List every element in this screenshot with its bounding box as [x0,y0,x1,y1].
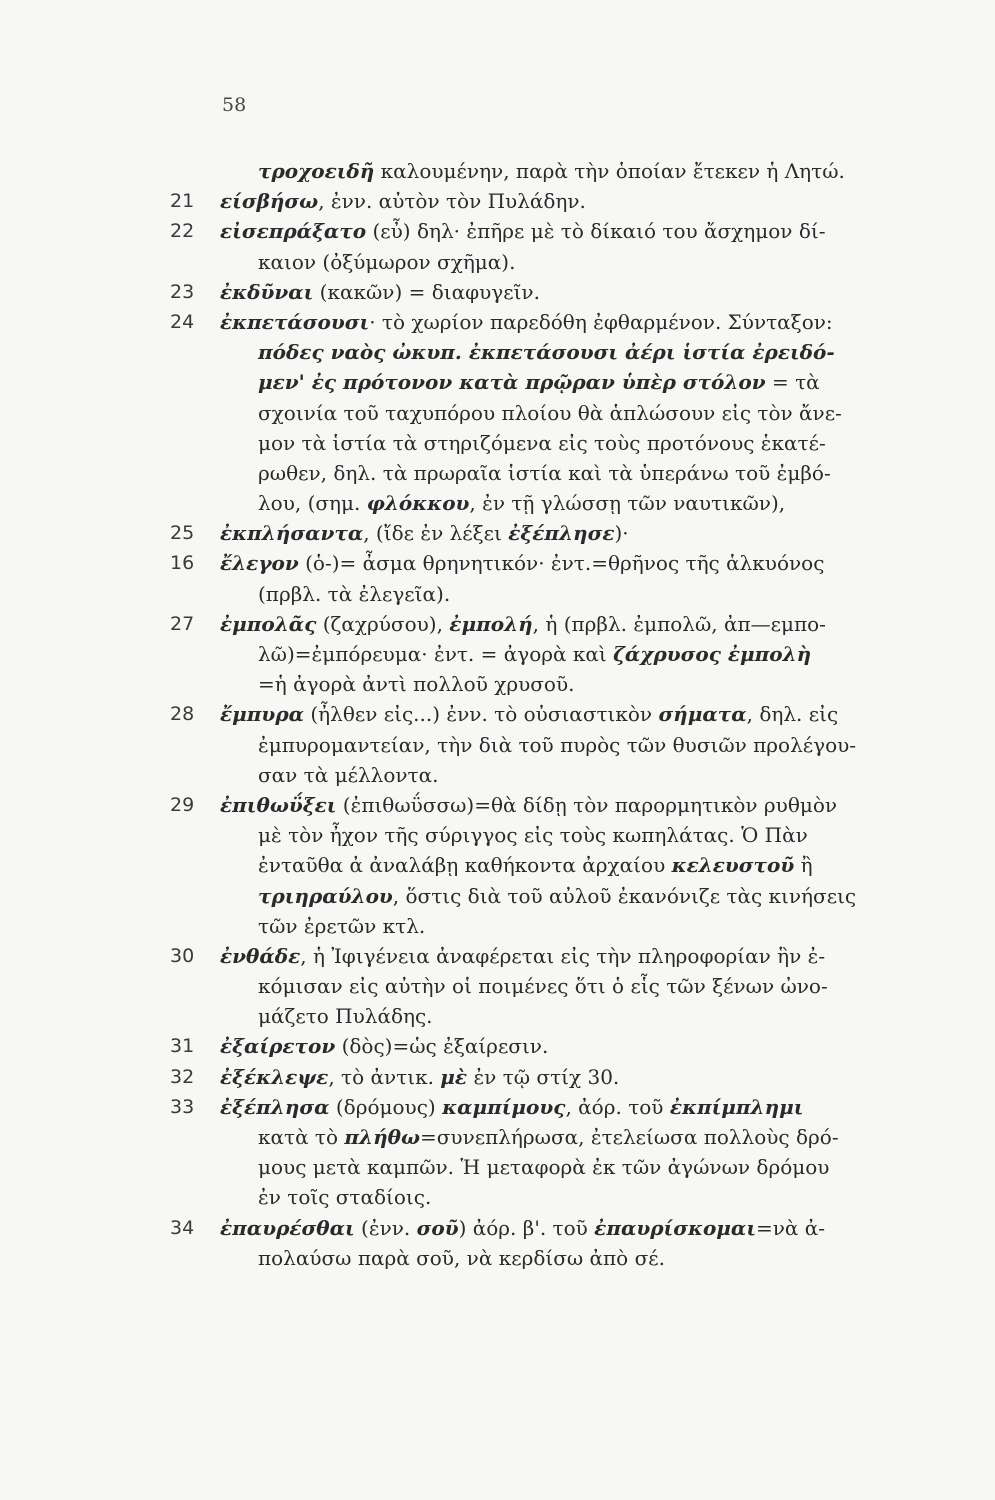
entry-line [170,1001,900,1031]
gloss-text: )· [614,521,629,546]
headword: πόδες ναὸς ὠκυπ. ἐκπετάσουσι ἀέρι ἱστία ἐρειδό- [258,340,835,365]
gloss-text: (εὖ) δηλ· ἐπῆρε μὲ τὸ δίκαιό του ἄσχημον δί- [366,219,826,244]
glossary-entries [170,156,900,1273]
gloss-text: , τὸ ἀντικ. [328,1064,441,1089]
gloss-text: πολαύσω παρὰ σοῦ, νὰ κερδίσω ἀπὸ σέ. [258,1245,665,1270]
entry-line [170,971,900,1001]
line-number: 24 [170,310,195,333]
gloss-text: (ἐπιθωΰσσω)=θὰ δίδῃ τὸν παρορμητικὸν ρυθμὸν [336,792,838,817]
gloss-text: σαν τὰ μέλλοντα. [258,762,439,787]
entry-line [170,881,900,911]
line-number: 16 [170,552,195,575]
entry-line [170,518,900,548]
entry-line [170,1243,900,1273]
entry-line [170,669,900,699]
entry-line [170,548,900,578]
line-number: 31 [170,1035,195,1058]
headword: ἐξαίρετον [220,1034,336,1059]
entry-text [220,609,826,639]
gloss-text: = τὰ [765,370,820,395]
entry-line [170,277,900,307]
entry-line [170,941,900,971]
entry-text [220,548,824,578]
entry-text [258,911,425,941]
entry-text [258,1182,431,1212]
gloss-text: (πρβλ. τὰ ἐλεγεῖα). [258,581,451,606]
headword: είσβήσω [220,189,319,214]
entry-text [220,941,825,971]
gloss-text: , ἡ (πρβλ. ἐμπολῶ, ἀπ—εμπο- [532,611,826,636]
entry-text [258,760,438,790]
gloss-text: λῶ)=ἐμπόρευμα· ἐντ. = ἀγορὰ καὶ [258,642,614,666]
gloss-text: =ἡ ἀγορὰ ἀντὶ πολλοῦ χρυσοῦ. [258,672,575,697]
headword: τριηραύλου [258,883,393,908]
gloss-text: ρωθεν, δηλ. τὰ πρωραῖα ἱστία καὶ τὰ ὑπεράνω τοῦ ἐμβό- [258,460,831,485]
gloss-text: μάζετο Πυλάδης. [258,1004,433,1029]
headword: πλήθω [344,1125,420,1149]
gloss-text: καιον (ὀξύμωρον σχῆμα). [258,249,516,274]
line-number: 21 [170,190,195,213]
entry-text [220,1092,803,1122]
entry-text [258,1152,829,1182]
headword: μὲ [440,1064,468,1089]
entry-text [258,730,856,760]
entry-line [170,398,900,428]
headword: ἐκδῦναι [220,279,314,304]
entry-text [220,1213,825,1243]
entry-line [170,850,900,880]
entry-text [258,579,450,609]
headword: σοῦ [416,1215,459,1240]
entry-line [170,699,900,729]
line-number: 23 [170,280,195,303]
gloss-text: (δὸς)=ὡς ἐξαίρεσιν. [335,1034,549,1059]
headword: ἐκπετάσουσι [220,309,370,334]
entry-text [258,881,856,911]
headword: ζάχρυσος ἐμπολὴ [613,642,812,666]
headword: ἔμπυρα [220,702,305,727]
headword: ἐκπλήσαντα [220,521,364,546]
gloss-text: μον τὰ ἱστία τὰ στηριζόμενα εἰς τοὺς προτόνους ἑκατέ- [258,430,826,455]
gloss-text: ἢ [794,853,813,878]
entry-text [220,186,586,216]
line-number: 29 [170,793,195,816]
entry-line [170,1062,900,1092]
entry-line [170,639,900,669]
headword: ἔλεγον [220,551,299,576]
headword: σήματα [658,702,747,727]
line-number: 22 [170,220,195,243]
entry-text [258,1001,433,1031]
gloss-text: , ἐνν. αὐτὸν τὸν Πυλάδην. [318,189,586,214]
entry-line [170,790,900,820]
entry-text [258,428,826,458]
gloss-text: (ζαχρύσου), [316,611,450,636]
entry-text [258,337,835,367]
entry-text [220,307,833,337]
entry-line [170,730,900,760]
headword: ἐκπίμπλημι [669,1094,804,1119]
entry-text [258,971,828,1001]
gloss-text: λου, (σημ. [258,491,367,516]
line-number: 28 [170,703,195,726]
gloss-text: , ἀόρ. τοῦ [565,1094,670,1119]
line-number: 34 [170,1216,195,1239]
gloss-text: =νὰ ἀ- [756,1215,826,1240]
entry-line [170,1122,900,1152]
entry-text [258,1243,665,1273]
gloss-text: κατὰ τὸ [258,1125,345,1149]
gloss-text: , ἡ Ἰφιγένεια ἀναφέρεται εἰς τὴν πληροφορίαν ἣν ἐ- [300,943,826,968]
entry-text [220,277,540,307]
page-number: 58 [222,94,247,116]
headword: φλόκκου [366,491,470,516]
headword: μεν' ἐς πρότονον κατὰ πρῷραν ὑπὲρ στόλον [258,370,766,395]
gloss-text: · τὸ χωρίον παρεδόθη ἐφθαρμένον. Σύνταξον: [369,309,833,334]
gloss-text: (ἐνν. [354,1215,417,1240]
entry-line [170,428,900,458]
gloss-text: τῶν ἐρετῶν κτλ. [258,913,426,938]
entry-text [258,247,515,277]
entry-text [258,156,845,186]
entry-text [220,790,837,820]
entry-line [170,1152,900,1182]
headword: ἐπαυρέσθαι [220,1215,355,1240]
entry-line [170,367,900,397]
gloss-text: ἐν τῷ στίχ 30. [467,1064,620,1089]
entry-line [170,1182,900,1212]
entry-line [170,1213,900,1243]
line-number: 33 [170,1095,195,1118]
entry-text [220,1062,619,1092]
entry-text [258,367,820,397]
entry-line [170,156,900,186]
gloss-text: ἐνταῦθα ἀ ἀναλάβῃ καθήκοντα ἀρχαίου [258,853,672,878]
entry-line [170,579,900,609]
entry-text [258,398,842,428]
entry-line [170,760,900,790]
entry-text [258,820,808,850]
headword: ἐνθάδε [220,943,301,968]
entry-line [170,609,900,639]
entry-text [258,1122,839,1152]
entry-line [170,911,900,941]
entry-line [170,820,900,850]
gloss-text: (ὁ-)= ἆσμα θρηνητικόν· ἐντ.=θρῆνος τῆς ἁλκυόνος [298,551,825,576]
entry-text [220,518,629,548]
entry-line [170,1092,900,1122]
line-number: 25 [170,522,195,545]
entry-line [170,488,900,518]
gloss-text: ἐμπυρομαντείαν, τὴν διὰ τοῦ πυρὸς τῶν θυσιῶν προλέγου- [258,732,857,757]
gloss-text: (κακῶν) = διαφυγεῖν. [313,279,540,304]
entry-text [258,850,813,880]
entry-line [170,216,900,246]
entry-line [170,1031,900,1061]
gloss-text: ) ἀόρ. β'. τοῦ [458,1215,595,1240]
gloss-text: (δρόμους) [329,1094,443,1119]
headword: ἐξέπλησα [220,1094,330,1119]
entry-line [170,458,900,488]
headword: τροχοειδῆ [258,159,375,183]
gloss-text: , ἐν τῇ γλώσσῃ τῶν ναυτικῶν), [469,491,786,516]
entry-text [220,1031,548,1061]
gloss-text: (ἦλθεν εἰς...) ἐνν. τὸ οὐσιαστικὸν [304,702,659,727]
entry-text [258,669,574,699]
entry-text [220,699,838,729]
headword: ἐπαυρίσκομαι [594,1215,756,1240]
gloss-text: σχοινία τοῦ ταχυπόρου πλοίου θὰ ἁπλώσουν εἰς τὸν ἄνε- [258,400,842,425]
headword: καμπίμους [442,1094,566,1119]
entry-line [170,307,900,337]
headword: ἐμπολᾶς [220,611,317,636]
headword: ἐμπολή [449,611,533,636]
headword: ἐξέπλησε [508,521,615,546]
gloss-text: , (ἴδε ἐν λέξει [363,521,509,546]
entry-line [170,186,900,216]
entry-text [258,488,785,518]
gloss-text: κόμισαν εἰς αὐτὴν οἱ ποιμένες ὅτι ὁ εἷς τῶν ξένων ὠνο- [258,974,828,999]
line-number: 32 [170,1065,195,1088]
gloss-text: ἐν τοῖς σταδίοις. [258,1185,432,1210]
gloss-text: , δηλ. εἰς [746,702,839,727]
line-number: 30 [170,944,195,967]
gloss-text: μὲ τὸν ἦχον τῆς σύριγγος εἰς τοὺς κωπηλάτας. Ὁ Πὰν [258,823,808,848]
gloss-text: =συνεπλήρωσα, ἐτελείωσα πολλοὺς δρό- [420,1125,839,1149]
gloss-text: , ὅστις διὰ τοῦ αὐλοῦ ἐκανόνιζε τὰς κινήσεις [392,883,857,908]
entry-text [220,216,825,246]
headword: ἐπιθωΰξει [220,792,337,817]
headword: κελευστοῦ [671,853,795,878]
entry-line [170,247,900,277]
headword: ἐξέκλεψε [220,1064,329,1089]
gloss-text: καλουμένην, παρὰ τὴν ὁποίαν ἔτεκεν ἡ Λητώ. [374,159,845,183]
entry-text [258,458,831,488]
headword: εἰσεπράξατο [220,219,367,244]
entry-text [258,639,811,669]
line-number: 27 [170,612,195,635]
entry-line [170,337,900,367]
gloss-text: μους μετὰ καμπῶν. Ἡ μεταφορὰ ἐκ τῶν ἀγώνων δρόμου [258,1155,830,1180]
